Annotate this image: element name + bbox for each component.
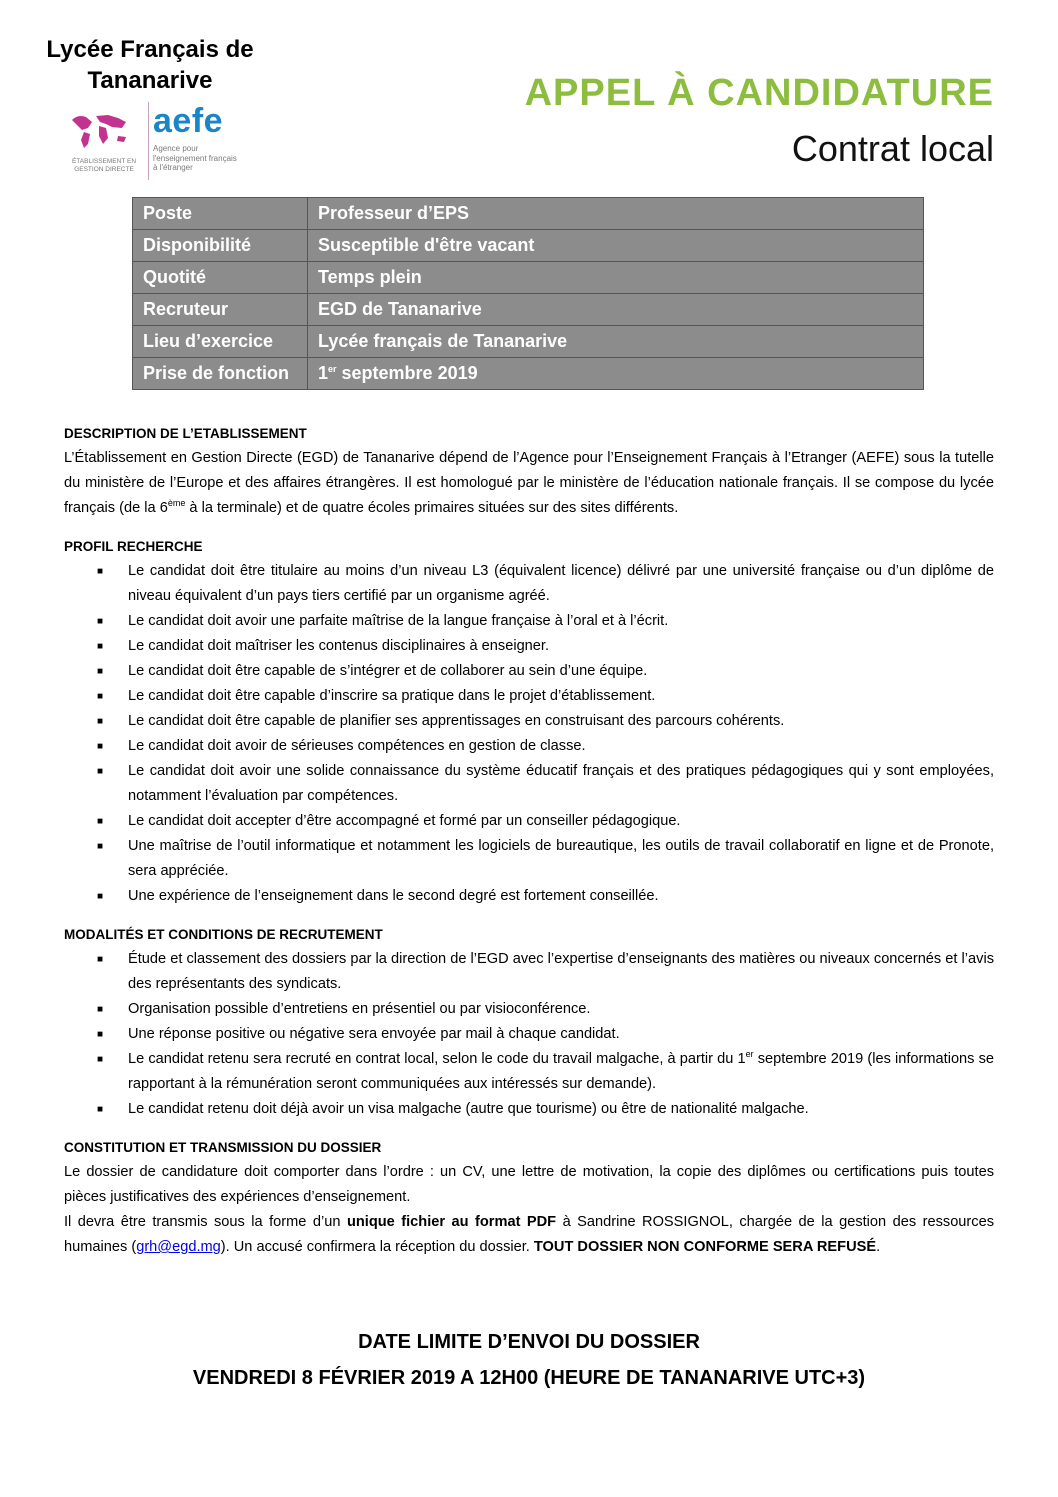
text-part: ). Un accusé confirmera la réception du dossier. [220,1239,534,1255]
list-item-text: Le candidat retenu doit déjà avoir un visa malgache (autre que tourisme) ou être de nationalité malgache. [128,1101,809,1117]
logo-agency-text [153,144,263,173]
list-item [64,834,994,884]
email-link[interactable]: grh@egd.mg [136,1239,221,1255]
list-item [64,809,994,834]
list-item [64,634,994,659]
logo-caption: ÉTABLISSEMENT EN GESTION DIRECTE [71,158,137,173]
text-bold: unique fichier au format PDF [346,1214,557,1230]
row-value: Temps plein [308,262,924,294]
list-item [64,734,994,759]
list-item-text: Une réponse positive ou négative sera envoyée par mail à chaque candidat. [128,1026,620,1042]
list-item-text: Une maîtrise de l’outil informatique et notamment les logiciels de bureautique, les outils de travail collaboratif en ligne et de Pronote, sera appréciée. [128,838,994,879]
school-name [40,34,260,96]
school-name-line1: Lycée Français de [46,36,254,63]
list-item-text: Le candidat doit avoir de sérieuses compétences en gestion de classe. [128,738,586,754]
text-superscript: er [745,1049,754,1060]
bullet-icon: ■ [97,716,104,727]
list-item-text: Organisation possible d’entretiens en présentiel ou par visioconférence. [128,1001,591,1017]
bullet-icon: ■ [97,666,104,677]
bullet-icon: ■ [97,641,104,652]
document-body [64,421,994,1260]
document-title: APPEL À CANDIDATURE [524,72,994,114]
table-row [133,262,924,294]
list-item [64,1097,994,1122]
bullet-icon: ■ [97,954,104,965]
section-heading-modalites: MODALITÉS ET CONDITIONS DE RECRUTEMENT [64,927,383,942]
row-label: Poste [133,198,308,230]
row-label: Disponibilité [133,230,308,262]
table-row [133,294,924,326]
text-part: Il devra être transmis sous la forme d’un [64,1214,347,1230]
row-label: Quotité [133,262,308,294]
list-item-text: septembre 2019 (les informations se rapportant à la rémunération seront communiquées aux intéressés sur demande). [128,1051,995,1092]
row-value [308,358,924,390]
list-item [64,684,994,709]
list-item-text: Le candidat doit être capable de s’intégrer et de collaborer au sein d’une équipe. [128,663,648,679]
text-part: à Sandrine ROSSIGNOL, chargée de la gestion des ressources humaines ( [64,1214,994,1255]
logo-agency-line1: Agence pour [153,144,199,153]
table-row [133,230,924,262]
row-label: Recruteur [133,294,308,326]
bullet-icon: ■ [97,766,104,777]
bullet-icon: ■ [97,1054,104,1065]
list-item [64,659,994,684]
bullet-icon: ■ [97,741,104,752]
table-row [133,358,924,390]
list-item-text: Le candidat retenu sera recruté en contrat local, selon le code du travail malgache, à partir du 1 [128,1051,746,1067]
row-value: Susceptible d'être vacant [308,230,924,262]
list-item-text: Le candidat doit être capable de planifier ses apprentissages en construisant des parcours cohérents. [128,713,785,729]
document-subtitle: Contrat local [791,128,994,169]
bullet-icon: ■ [97,1004,104,1015]
list-item [64,997,994,1022]
list-item [64,1022,994,1047]
deadline-line2: VENDREDI 8 FÉVRIER 2019 A 12H00 (HEURE DE TANANARIVE UTC+3) [192,1367,866,1389]
row-value: Lycée français de Tananarive [308,326,924,358]
list-item [64,1047,994,1097]
list-item-text: Le candidat doit avoir une solide connaissance du système éducatif français et des pratiques pédagogiques qui y sont employées, notamment l’évaluation par compétences. [128,763,994,804]
logo-agency-line2: l'enseignement français [153,153,237,163]
world-map-icon [66,110,136,156]
row-label: Lieu d’exercice [133,326,308,358]
aefe-logo [66,102,256,180]
text-part: . [876,1239,881,1255]
deadline-line1: DATE LIMITE D’ENVOI DU DOSSIER [358,1331,700,1353]
modalites-list [64,947,994,1122]
text-superscript: ème [167,498,186,509]
logo-brand: aefe [153,102,224,140]
list-item-text: Le candidat doit être titulaire au moins d’un niveau L3 (équivalent licence) délivré par une université française ou d’un diplôme de niveau équivalent d’un pays tiers certifié par un organisme agréé. [128,563,994,604]
row-label: Prise de fonction [133,358,308,390]
text-bold: TOUT DOSSIER NON CONFORME SERA REFUSÉ [533,1239,877,1255]
row-value: Professeur d’EPS [308,198,924,230]
list-item-text: Étude et classement des dossiers par la direction de l’EGD avec l’expertise d’enseignants des matières ou niveaux concernés et l’avis des représentants des syndicats. [128,951,994,992]
value-part: 1 [318,363,329,383]
bullet-icon: ■ [97,566,104,577]
list-item-text: Le candidat doit être capable d’inscrire sa pratique dans le projet d’établissement. [128,688,656,704]
table-row [133,326,924,358]
logo-agency-line3: à l'étranger [153,163,193,173]
dossier-paragraph-1: Le dossier de candidature doit comporter dans l’ordre : un CV, une lettre de motivation, la copie des diplômes ou certifications puis toutes pièces justificatives des expériences d’enseignement. [64,1164,994,1205]
list-item-text: Le candidat doit maîtriser les contenus disciplinaires à enseigner. [128,638,550,654]
list-item-text: Le candidat doit avoir une parfaite maîtrise de la langue française à l’oral et à l’écrit. [128,613,669,629]
job-info-table [132,197,924,390]
list-item [64,609,994,634]
section-heading-profil: PROFIL RECHERCHE [64,539,203,554]
list-item [64,759,994,809]
bullet-icon: ■ [97,691,104,702]
text-part: à la terminale) et de quatre écoles primaires situées sur des sites différents. [185,500,679,516]
bullet-icon: ■ [97,1104,104,1115]
bullet-icon: ■ [97,1029,104,1040]
value-part: septembre 2019 [336,363,478,383]
value-superscript: er [328,364,337,374]
bullet-icon: ■ [97,841,104,852]
bullet-icon: ■ [97,816,104,827]
list-item-text: Le candidat doit accepter d’être accompagné et formé par un conseiller pédagogique. [128,813,681,829]
school-name-line2: Tananarive [87,67,213,95]
text-part: L’Établissement en Gestion Directe (EGD) de Tananarive dépend de l’Agence pour l’Enseignement Français à l’Etranger (AEFE) sous la tutelle du ministère de l’Europe et des affaires étrangères. Il est homologué par le ministère de l’éducation nationale français. Il se compose du lycée français (de la 6 [64,450,994,516]
table-row [133,198,924,230]
logo-divider [148,102,149,180]
bullet-icon: ■ [97,891,104,902]
list-item [64,947,994,997]
list-item [64,709,994,734]
bullet-icon: ■ [97,616,104,627]
dossier-paragraph-2 [64,1210,994,1260]
section-heading-dossier: CONSTITUTION ET TRANSMISSION DU DOSSIER [64,1140,382,1155]
list-item-text: Une expérience de l’enseignement dans le second degré est fortement conseillée. [128,888,659,904]
section-heading-description: DESCRIPTION DE L’ETABLISSEMENT [64,426,307,441]
row-value: EGD de Tananarive [308,294,924,326]
list-item [64,884,994,909]
profil-list [64,559,994,909]
list-item [64,559,994,609]
description-paragraph [64,446,994,521]
